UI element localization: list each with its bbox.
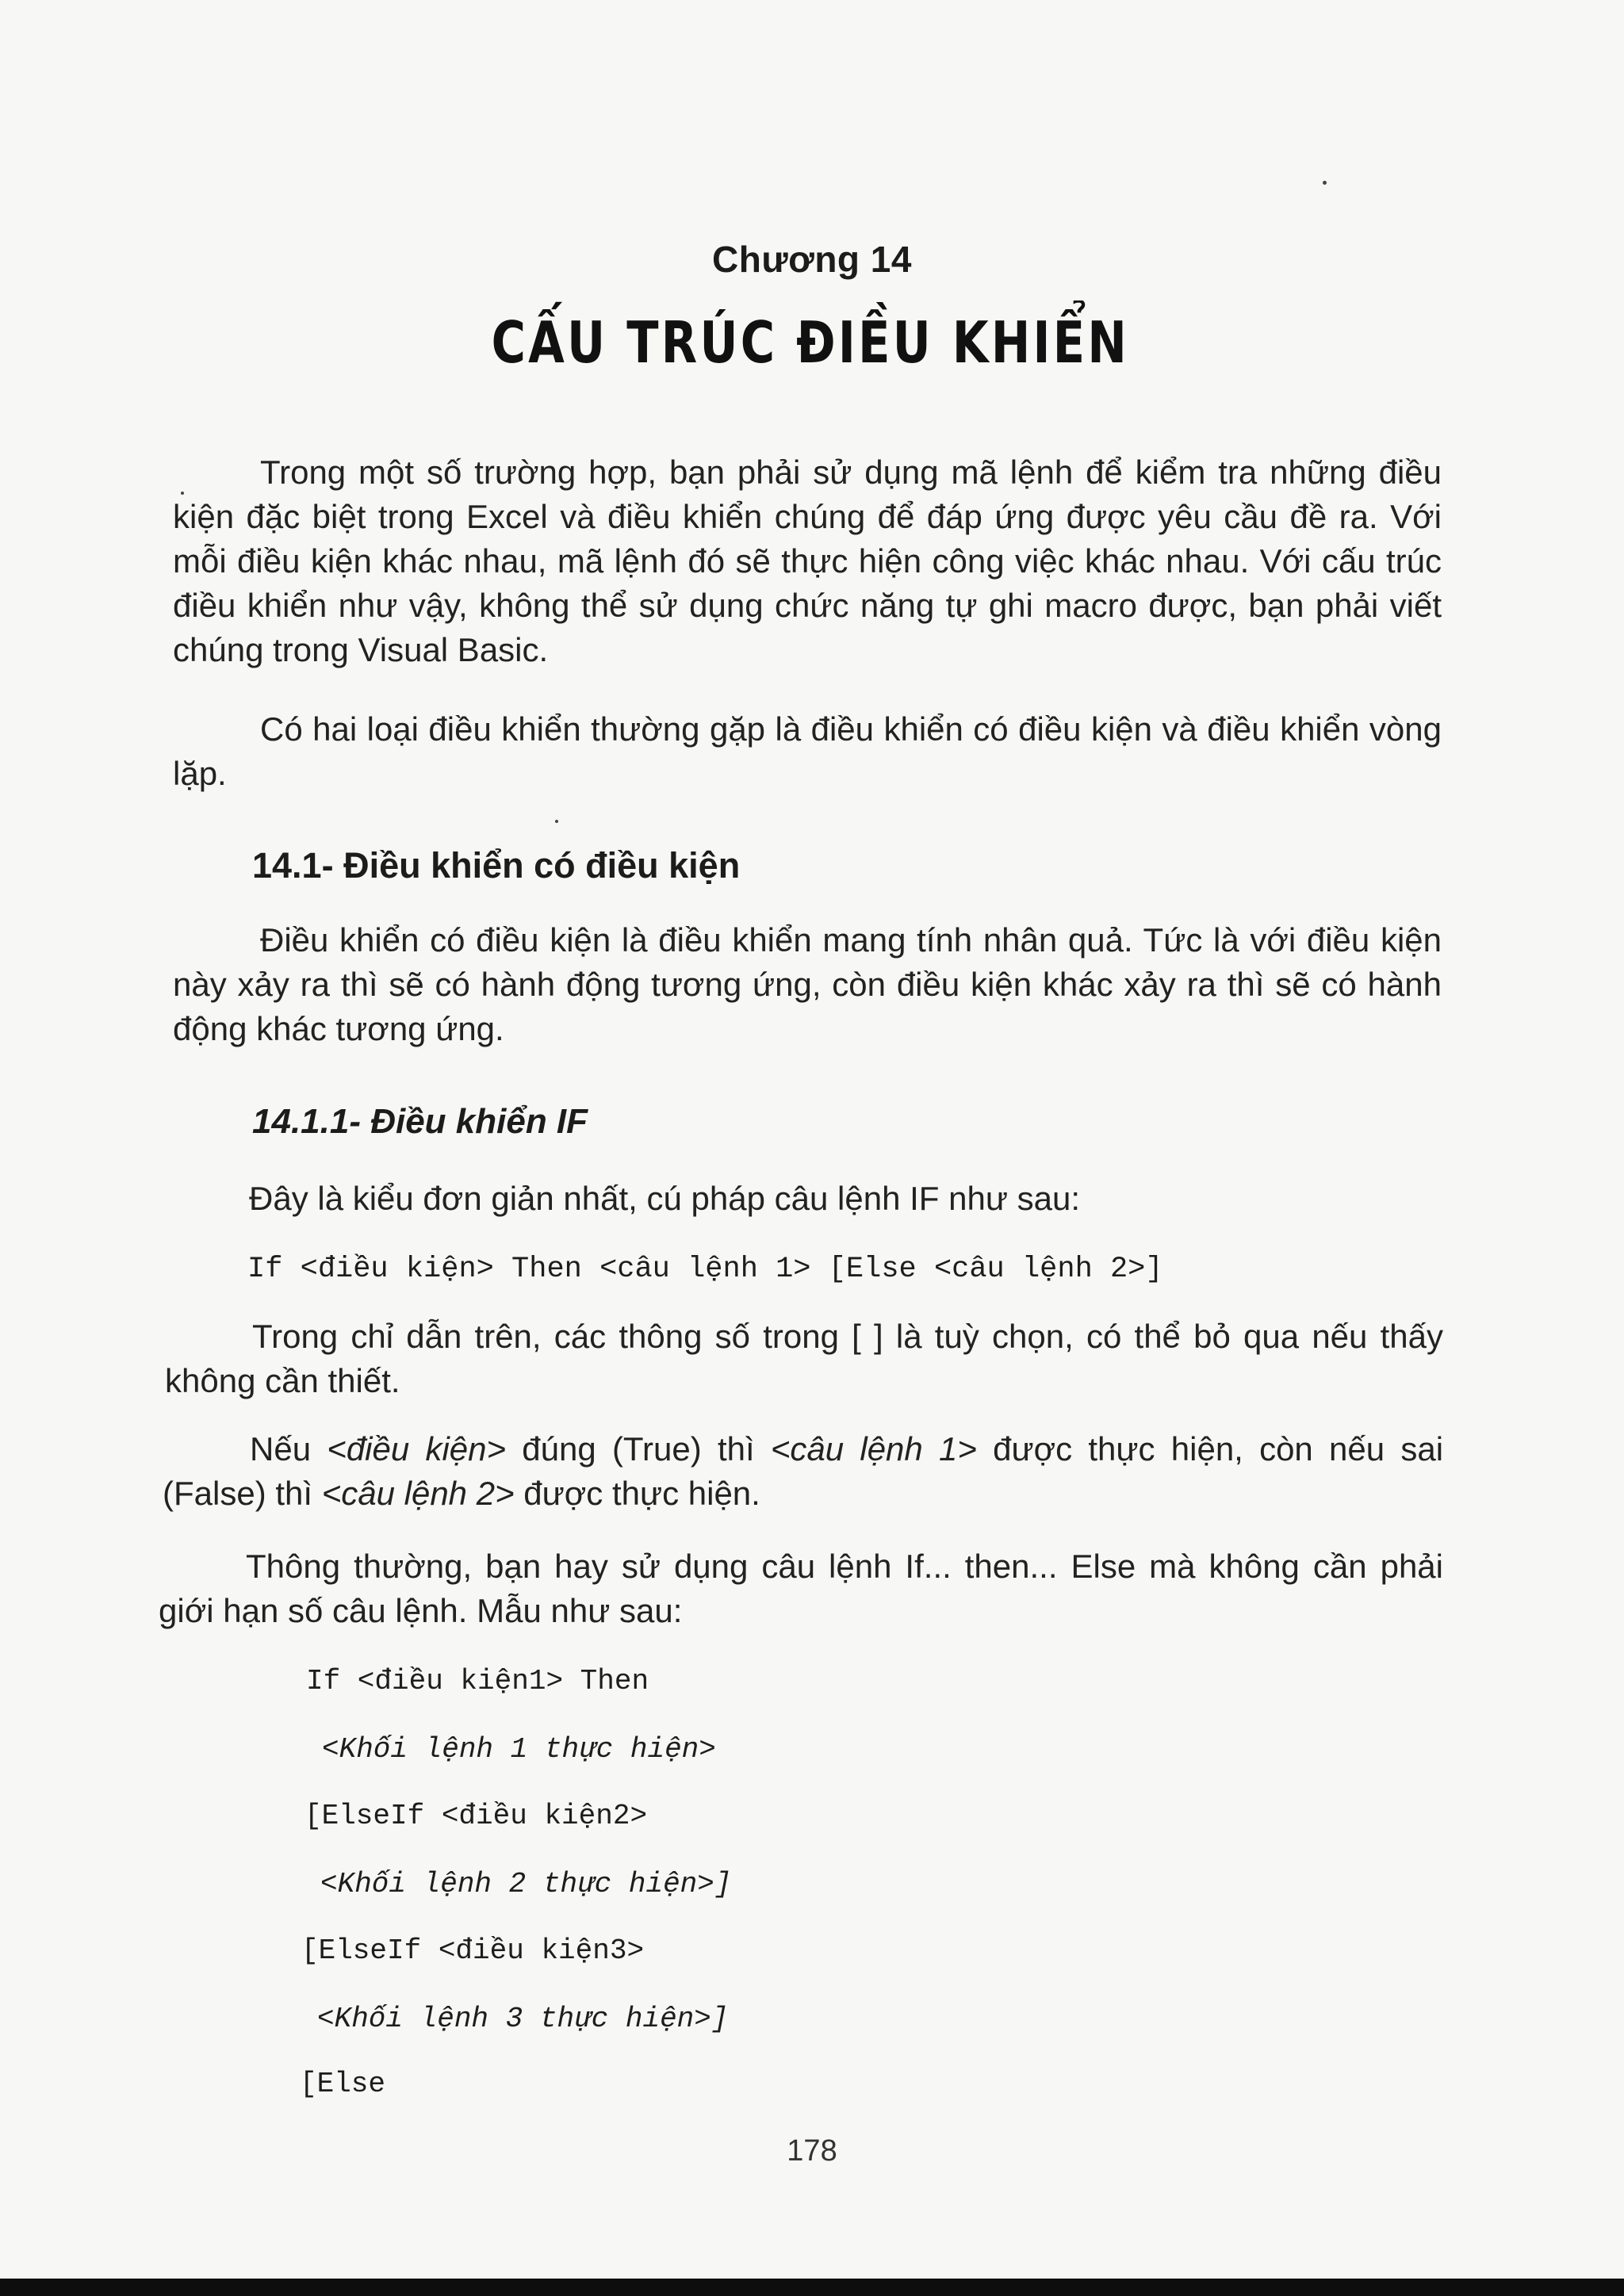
note-text: Nếu <box>250 1430 327 1468</box>
scan-speck <box>181 492 184 495</box>
if-syntax-line: If <điều kiện> Then <câu lệnh 1> [Else <câu lệnh 2>] <box>247 1253 1163 1286</box>
section-14-1-paragraph: Điều khiển có điều kiện là điều khiển mang tính nhân quả. Tức là với điều kiện này xảy ra thì sẽ có hành động tương ứng, còn điều kiện khác xảy ra thì sẽ có hành động khác tương ứng. <box>173 921 1442 1047</box>
note-condition: <điều kiện> <box>327 1430 507 1468</box>
intro-paragraph-2: Có hai loại điều khiển thường gặp là điều khiển có điều kiện và điều khiển vòng lặp. <box>173 710 1442 792</box>
note-else-usage: Thông thường, bạn hay sử dụng câu lệnh If... then... Else mà không cần phải giới hạn số câu lệnh. Mẫu như sau: <box>159 1548 1443 1629</box>
scan-speck <box>1323 181 1327 185</box>
section-heading-14-1: 14.1- Điều khiển có điều kiện <box>252 845 741 886</box>
code-line-2: <Khối lệnh 1 thực hiện> <box>322 1733 716 1766</box>
if-intro-line: Đây là kiểu đơn giản nhất, cú pháp câu lệnh IF như sau: <box>249 1180 1080 1217</box>
note-statement-1: <câu lệnh 1> <box>770 1430 977 1468</box>
note-text: đúng (True) thì <box>506 1430 771 1468</box>
code-line-6: <Khối lệnh 3 thực hiện>] <box>317 2003 729 2035</box>
note-optional-params: Trong chỉ dẫn trên, các thông số trong [ ] là tuỳ chọn, có thể bỏ qua nếu thấy không cần thiết. <box>165 1318 1443 1399</box>
section-heading-14-1-1: 14.1.1- Điều khiển IF <box>252 1102 588 1141</box>
page-number: 178 <box>787 2134 837 2168</box>
scan-speck <box>555 820 558 823</box>
code-line-3: [ElseIf <điều kiện2> <box>304 1800 648 1832</box>
code-line-4: <Khối lệnh 2 thực hiện>] <box>320 1868 732 1900</box>
note-text: được thực hiện. <box>514 1475 760 1512</box>
note-text: được thực hiện, còn nếu sai (False) thì <box>163 1430 1444 1512</box>
chapter-title: CẤU TRÚC ĐIỀU KHIỂN <box>491 309 1130 376</box>
intro-paragraph-1: Trong một số trường hợp, bạn phải sử dụng mã lệnh để kiểm tra những điều kiện đặc biệt trong Excel và điều khiển chúng để đáp ứng được yêu cầu đề ra. Với mỗi điều kiện khác nhau, mã lệnh đó sẽ thực hiện công việc khác nhau. Với cấu trúc điều khiển như vậy, không thể sử dụng chức năng tự ghi macro được, bạn phải viết chúng trong Visual Basic. <box>173 453 1442 668</box>
code-line-1: If <điều kiện1> Then <box>306 1665 649 1697</box>
note-true-false <box>163 1427 1443 1516</box>
scan-bottom-edge <box>0 2279 1624 2296</box>
note-statement-2: <câu lệnh 2> <box>321 1475 515 1512</box>
code-line-5: [ElseIf <điều kiện3> <box>301 1934 645 1967</box>
code-line-7: [Else <box>300 2068 386 2100</box>
chapter-label: Chương 14 <box>712 239 912 280</box>
